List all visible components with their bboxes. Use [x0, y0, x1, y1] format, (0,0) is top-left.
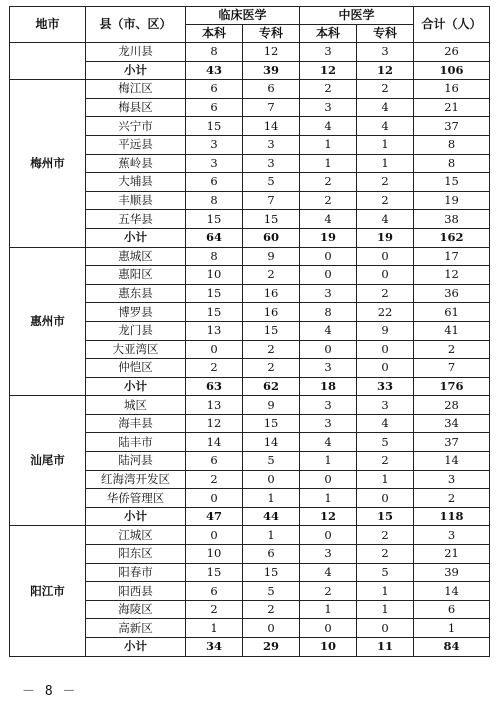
clinical-bachelor-cell: 34: [186, 638, 243, 657]
tcm-bachelor-cell: 3: [300, 359, 357, 378]
county-cell: 陆丰市: [86, 433, 186, 452]
tcm-associate-cell: 5: [357, 433, 414, 452]
clinical-associate-cell: 14: [243, 433, 300, 452]
county-cell: 梅江区: [86, 80, 186, 99]
clinical-bachelor-cell: 6: [186, 98, 243, 117]
clinical-associate-cell: 16: [243, 284, 300, 303]
tcm-bachelor-cell: 1: [300, 489, 357, 508]
clinical-bachelor-cell: 10: [186, 266, 243, 285]
total-cell: 14: [414, 582, 490, 601]
clinical-associate-cell: 16: [243, 303, 300, 322]
tcm-associate-cell: 15: [357, 507, 414, 526]
header-clinical: 临床医学: [186, 7, 300, 25]
tcm-associate-cell: 0: [357, 266, 414, 285]
table-row: [10, 396, 490, 415]
tcm-associate-cell: 3: [357, 43, 414, 62]
clinical-associate-cell: 2: [243, 600, 300, 619]
county-cell: 阳春市: [86, 563, 186, 582]
clinical-bachelor-cell: 15: [186, 210, 243, 229]
tcm-bachelor-cell: 4: [300, 117, 357, 136]
total-cell: 39: [414, 563, 490, 582]
header-clinical-associate: 专科: [243, 25, 300, 43]
tcm-bachelor-cell: 2: [300, 582, 357, 601]
county-cell: 阳东区: [86, 545, 186, 564]
tcm-associate-cell: 2: [357, 284, 414, 303]
total-cell: 106: [414, 61, 490, 80]
county-cell: 小计: [86, 61, 186, 80]
tcm-associate-cell: 1: [357, 600, 414, 619]
clinical-bachelor-cell: 8: [186, 191, 243, 210]
total-cell: 12: [414, 266, 490, 285]
clinical-bachelor-cell: 13: [186, 321, 243, 340]
total-cell: 34: [414, 414, 490, 433]
tcm-associate-cell: 0: [357, 359, 414, 378]
table-row: [10, 526, 490, 545]
city-cell: 汕尾市: [10, 396, 86, 526]
clinical-associate-cell: 7: [243, 98, 300, 117]
tcm-bachelor-cell: 19: [300, 228, 357, 247]
clinical-bachelor-cell: 8: [186, 43, 243, 62]
tcm-associate-cell: 2: [357, 452, 414, 471]
tcm-bachelor-cell: 2: [300, 80, 357, 99]
clinical-bachelor-cell: 3: [186, 154, 243, 173]
county-cell: 兴宁市: [86, 117, 186, 136]
header-total: 合计（人）: [414, 7, 490, 43]
county-cell: 陆河县: [86, 452, 186, 471]
clinical-bachelor-cell: 64: [186, 228, 243, 247]
tcm-bachelor-cell: 18: [300, 377, 357, 396]
tcm-bachelor-cell: 0: [300, 470, 357, 489]
clinical-bachelor-cell: 12: [186, 414, 243, 433]
total-cell: 16: [414, 80, 490, 99]
county-cell: 城区: [86, 396, 186, 415]
clinical-bachelor-cell: 6: [186, 80, 243, 99]
clinical-bachelor-cell: 10: [186, 545, 243, 564]
total-cell: 8: [414, 135, 490, 154]
clinical-associate-cell: 6: [243, 80, 300, 99]
county-cell: 五华县: [86, 210, 186, 229]
total-cell: 3: [414, 470, 490, 489]
county-cell: 小计: [86, 228, 186, 247]
tcm-bachelor-cell: 0: [300, 526, 357, 545]
tcm-associate-cell: 33: [357, 377, 414, 396]
tcm-associate-cell: 22: [357, 303, 414, 322]
tcm-associate-cell: 4: [357, 98, 414, 117]
county-cell: 龙门县: [86, 321, 186, 340]
header-city: 地市: [10, 7, 86, 43]
clinical-associate-cell: 3: [243, 154, 300, 173]
tcm-bachelor-cell: 4: [300, 210, 357, 229]
county-cell: 江城区: [86, 526, 186, 545]
city-cell: 梅州市: [10, 80, 86, 247]
county-cell: 小计: [86, 377, 186, 396]
tcm-associate-cell: 1: [357, 135, 414, 154]
clinical-associate-cell: 6: [243, 545, 300, 564]
total-cell: 61: [414, 303, 490, 322]
clinical-bachelor-cell: 47: [186, 507, 243, 526]
clinical-bachelor-cell: 2: [186, 359, 243, 378]
tcm-associate-cell: 0: [357, 619, 414, 638]
tcm-bachelor-cell: 0: [300, 619, 357, 638]
tcm-associate-cell: 5: [357, 563, 414, 582]
clinical-bachelor-cell: 8: [186, 247, 243, 266]
total-cell: 84: [414, 638, 490, 657]
total-cell: 2: [414, 340, 490, 359]
clinical-bachelor-cell: 1: [186, 619, 243, 638]
clinical-associate-cell: 0: [243, 619, 300, 638]
total-cell: 21: [414, 545, 490, 564]
clinical-associate-cell: 9: [243, 247, 300, 266]
tcm-bachelor-cell: 4: [300, 563, 357, 582]
clinical-associate-cell: 12: [243, 43, 300, 62]
clinical-associate-cell: 1: [243, 489, 300, 508]
clinical-associate-cell: 15: [243, 210, 300, 229]
clinical-bachelor-cell: 6: [186, 582, 243, 601]
county-cell: 海陵区: [86, 600, 186, 619]
clinical-bachelor-cell: 13: [186, 396, 243, 415]
clinical-bachelor-cell: 15: [186, 563, 243, 582]
county-cell: 惠阳区: [86, 266, 186, 285]
county-cell: 丰顺县: [86, 191, 186, 210]
tcm-bachelor-cell: 1: [300, 154, 357, 173]
city-cell: 阳江市: [10, 526, 86, 656]
county-cell: 龙川县: [86, 43, 186, 62]
tcm-bachelor-cell: 4: [300, 433, 357, 452]
city-cell: 惠州市: [10, 247, 86, 396]
clinical-associate-cell: 5: [243, 582, 300, 601]
header-tcm: 中医学: [300, 7, 414, 25]
county-cell: 高新区: [86, 619, 186, 638]
table-row: [10, 43, 490, 62]
total-cell: 14: [414, 452, 490, 471]
clinical-bachelor-cell: 63: [186, 377, 243, 396]
clinical-bachelor-cell: 15: [186, 117, 243, 136]
tcm-associate-cell: 2: [357, 191, 414, 210]
county-cell: 小计: [86, 507, 186, 526]
tcm-associate-cell: 4: [357, 210, 414, 229]
tcm-bachelor-cell: 10: [300, 638, 357, 657]
table-row: [10, 247, 490, 266]
clinical-associate-cell: 14: [243, 117, 300, 136]
total-cell: 38: [414, 210, 490, 229]
tcm-associate-cell: 1: [357, 154, 414, 173]
tcm-associate-cell: 3: [357, 396, 414, 415]
clinical-bachelor-cell: 3: [186, 135, 243, 154]
county-cell: 平远县: [86, 135, 186, 154]
county-cell: 梅县区: [86, 98, 186, 117]
clinical-associate-cell: 9: [243, 396, 300, 415]
county-cell: 大亚湾区: [86, 340, 186, 359]
tcm-bachelor-cell: 3: [300, 414, 357, 433]
tcm-bachelor-cell: 1: [300, 135, 357, 154]
clinical-bachelor-cell: 2: [186, 470, 243, 489]
total-cell: 6: [414, 600, 490, 619]
tcm-associate-cell: 0: [357, 340, 414, 359]
total-cell: 26: [414, 43, 490, 62]
clinical-associate-cell: 1: [243, 526, 300, 545]
clinical-bachelor-cell: 14: [186, 433, 243, 452]
tcm-associate-cell: 9: [357, 321, 414, 340]
tcm-bachelor-cell: 3: [300, 545, 357, 564]
county-cell: 博罗县: [86, 303, 186, 322]
tcm-associate-cell: 4: [357, 414, 414, 433]
county-cell: 大埔县: [86, 173, 186, 192]
tcm-associate-cell: 0: [357, 247, 414, 266]
total-cell: 162: [414, 228, 490, 247]
total-cell: 28: [414, 396, 490, 415]
county-cell: 海丰县: [86, 414, 186, 433]
total-cell: 2: [414, 489, 490, 508]
clinical-associate-cell: 2: [243, 359, 300, 378]
clinical-associate-cell: 5: [243, 173, 300, 192]
table-body: [10, 43, 490, 657]
clinical-bachelor-cell: 6: [186, 173, 243, 192]
clinical-associate-cell: 15: [243, 563, 300, 582]
tcm-associate-cell: 19: [357, 228, 414, 247]
header-tcm-bachelor: 本科: [300, 25, 357, 43]
tcm-associate-cell: 11: [357, 638, 414, 657]
clinical-associate-cell: 44: [243, 507, 300, 526]
tcm-associate-cell: 0: [357, 489, 414, 508]
clinical-associate-cell: 0: [243, 470, 300, 489]
total-cell: 8: [414, 154, 490, 173]
clinical-bachelor-cell: 0: [186, 489, 243, 508]
clinical-bachelor-cell: 43: [186, 61, 243, 80]
tcm-associate-cell: 4: [357, 117, 414, 136]
clinical-bachelor-cell: 15: [186, 284, 243, 303]
page-number: － 8 －: [22, 684, 77, 699]
tcm-bachelor-cell: 8: [300, 303, 357, 322]
total-cell: 7: [414, 359, 490, 378]
clinical-associate-cell: 39: [243, 61, 300, 80]
tcm-associate-cell: 2: [357, 545, 414, 564]
total-cell: 37: [414, 433, 490, 452]
total-cell: 176: [414, 377, 490, 396]
clinical-associate-cell: 15: [243, 414, 300, 433]
county-cell: 惠东县: [86, 284, 186, 303]
total-cell: 1: [414, 619, 490, 638]
clinical-associate-cell: 3: [243, 135, 300, 154]
county-cell: 仲恺区: [86, 359, 186, 378]
header-clinical-bachelor: 本科: [186, 25, 243, 43]
county-cell: 惠城区: [86, 247, 186, 266]
county-cell: 红海湾开发区: [86, 470, 186, 489]
total-cell: 37: [414, 117, 490, 136]
clinical-associate-cell: 7: [243, 191, 300, 210]
tcm-bachelor-cell: 0: [300, 340, 357, 359]
tcm-bachelor-cell: 3: [300, 98, 357, 117]
header-county: 县（市、区）: [86, 7, 186, 43]
total-cell: 3: [414, 526, 490, 545]
tcm-associate-cell: 1: [357, 582, 414, 601]
county-cell: 阳西县: [86, 582, 186, 601]
clinical-bachelor-cell: 0: [186, 340, 243, 359]
total-cell: 21: [414, 98, 490, 117]
clinical-bachelor-cell: 6: [186, 452, 243, 471]
city-cell: [10, 43, 86, 80]
header-row-1: [10, 7, 490, 25]
tcm-associate-cell: 1: [357, 470, 414, 489]
clinical-associate-cell: 5: [243, 452, 300, 471]
clinical-associate-cell: 29: [243, 638, 300, 657]
tcm-bachelor-cell: 3: [300, 396, 357, 415]
tcm-bachelor-cell: 2: [300, 191, 357, 210]
clinical-associate-cell: 2: [243, 340, 300, 359]
table-row: [10, 80, 490, 99]
tcm-bachelor-cell: 2: [300, 173, 357, 192]
total-cell: 118: [414, 507, 490, 526]
county-cell: 小计: [86, 638, 186, 657]
tcm-associate-cell: 2: [357, 173, 414, 192]
total-cell: 15: [414, 173, 490, 192]
total-cell: 19: [414, 191, 490, 210]
total-cell: 17: [414, 247, 490, 266]
tcm-bachelor-cell: 12: [300, 507, 357, 526]
tcm-bachelor-cell: 1: [300, 600, 357, 619]
tcm-bachelor-cell: 0: [300, 247, 357, 266]
tcm-bachelor-cell: 1: [300, 452, 357, 471]
tcm-associate-cell: 2: [357, 526, 414, 545]
tcm-bachelor-cell: 3: [300, 284, 357, 303]
header-tcm-associate: 专科: [357, 25, 414, 43]
clinical-bachelor-cell: 15: [186, 303, 243, 322]
clinical-associate-cell: 2: [243, 266, 300, 285]
clinical-associate-cell: 15: [243, 321, 300, 340]
county-cell: 华侨管理区: [86, 489, 186, 508]
tcm-bachelor-cell: 3: [300, 43, 357, 62]
clinical-associate-cell: 62: [243, 377, 300, 396]
tcm-associate-cell: 2: [357, 80, 414, 99]
quota-table: [9, 6, 490, 657]
tcm-bachelor-cell: 12: [300, 61, 357, 80]
tcm-associate-cell: 12: [357, 61, 414, 80]
tcm-bachelor-cell: 4: [300, 321, 357, 340]
clinical-bachelor-cell: 2: [186, 600, 243, 619]
total-cell: 36: [414, 284, 490, 303]
clinical-bachelor-cell: 0: [186, 526, 243, 545]
total-cell: 41: [414, 321, 490, 340]
clinical-associate-cell: 60: [243, 228, 300, 247]
county-cell: 蕉岭县: [86, 154, 186, 173]
tcm-bachelor-cell: 0: [300, 266, 357, 285]
